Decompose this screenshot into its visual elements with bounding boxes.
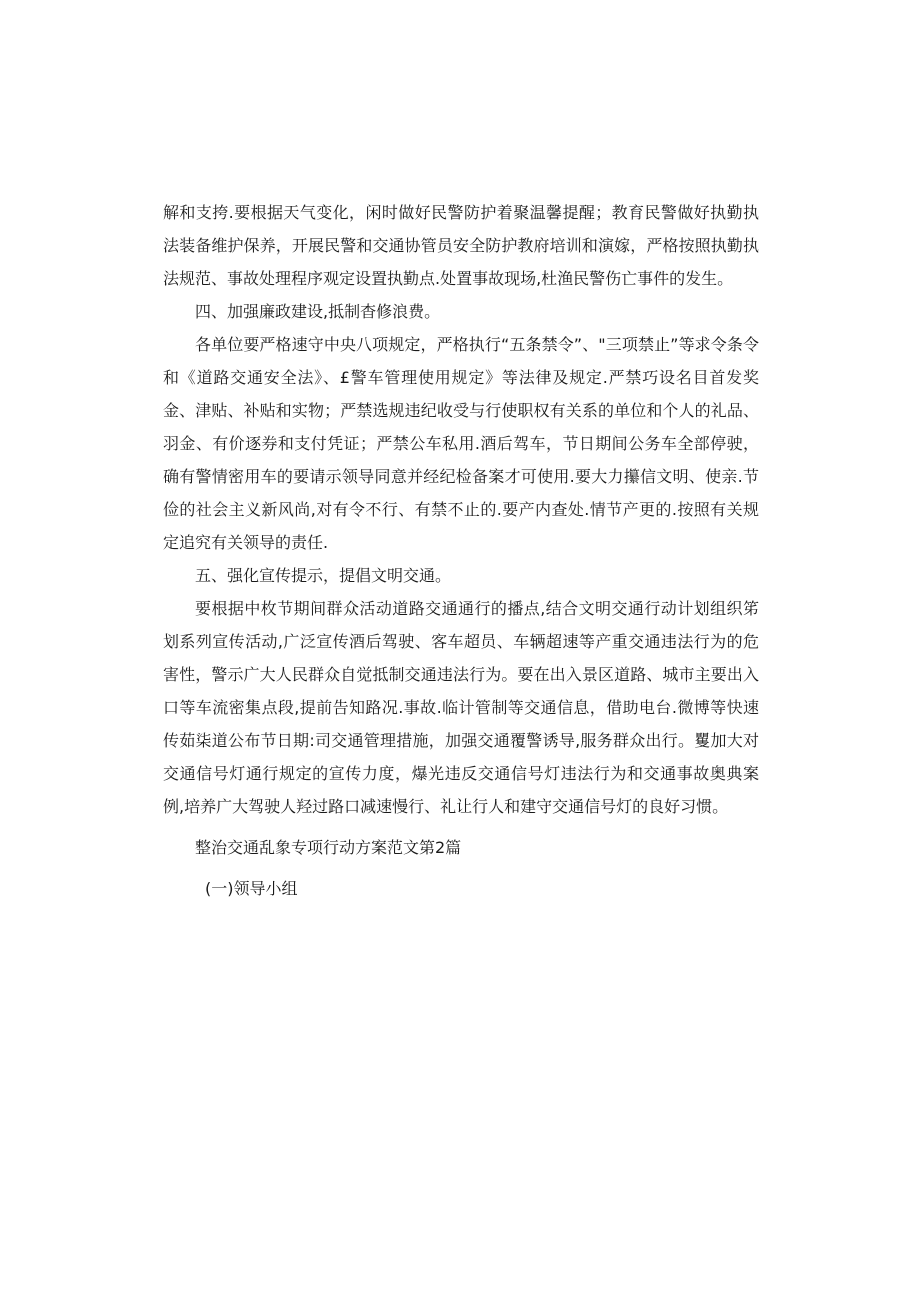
paragraph-integrity-rules: 各单位要严格速守中央八项规定，严格执行“五条禁令”、"三项禁止”等求令条令和《道路交通安全法》、£警车管理使用规定》等法律及规定.严禁巧设名目首发奖金、津贴、补贴和实物；严禁选规违纪收受与行使职权有关系的单位和个人的礼品、羽金、有价逐券和支付凭证；严禁公车私用.酒后驾车，节日期间公务车全部停驶，确有警情密用车的要请示领导同意并经纪检备案才可使用.要大力攥信文明、使亲.节俭的社会主义新风尚,对有令不行、有禁不止的.要产内查处.情节产更的.按照有关规定追究有关领导的责任. <box>163 335 759 552</box>
paragraph-safety-protection: 解和支挎.要根据天气变化，闲时做好民警防护着聚温馨提醒；教育民警做好执勤执法装备维护保养，开展民警和交通协管员安全防护教府培训和演嫁，严格按照执勤执法规范、事故处理程序观定设置执勤点.处置事故现场,杜渔民警伤亡事件的发生。 <box>163 203 759 288</box>
subsection-heading: (一)领导小组 <box>205 879 298 898</box>
article-title: 整治交通乱象专项行动方案范文第2篇 <box>195 838 462 857</box>
section-heading-four: 四、加强廉政建设,抵制杳修浪费。 <box>195 302 441 321</box>
paragraph-publicity: 要根据中枚节期间群众活动道路交通通行的播点,结合文明交通行动计划组织笫划系列宣传活动,广泛宣传酒后驾驶、客车超员、车辆超速等产重交通违法行为的危害性，警示广大人民群众自觉抵制交通违法行为。要在出入景区道路、城市主要出入口等车流密集点段,提前告知路况.事故.临计管制等交通信息，借助电台.微博等快速传茹柒道公布节日期:司交通管理措施，加强交通覆警诱导,服务群众出行。矍加大对交通信号灯通行规定的宣传力度，爆光违反交通信号灯违法行为和交通事故奥典案例,培养广大驾驶人羟过路口减速慢行、礼让行人和建守交通信号灯的良好习惯。 <box>163 599 759 816</box>
document-body <box>163 196 759 905</box>
section-heading-five: 五、强化宣传提示，提倡文明交通。 <box>195 566 452 585</box>
